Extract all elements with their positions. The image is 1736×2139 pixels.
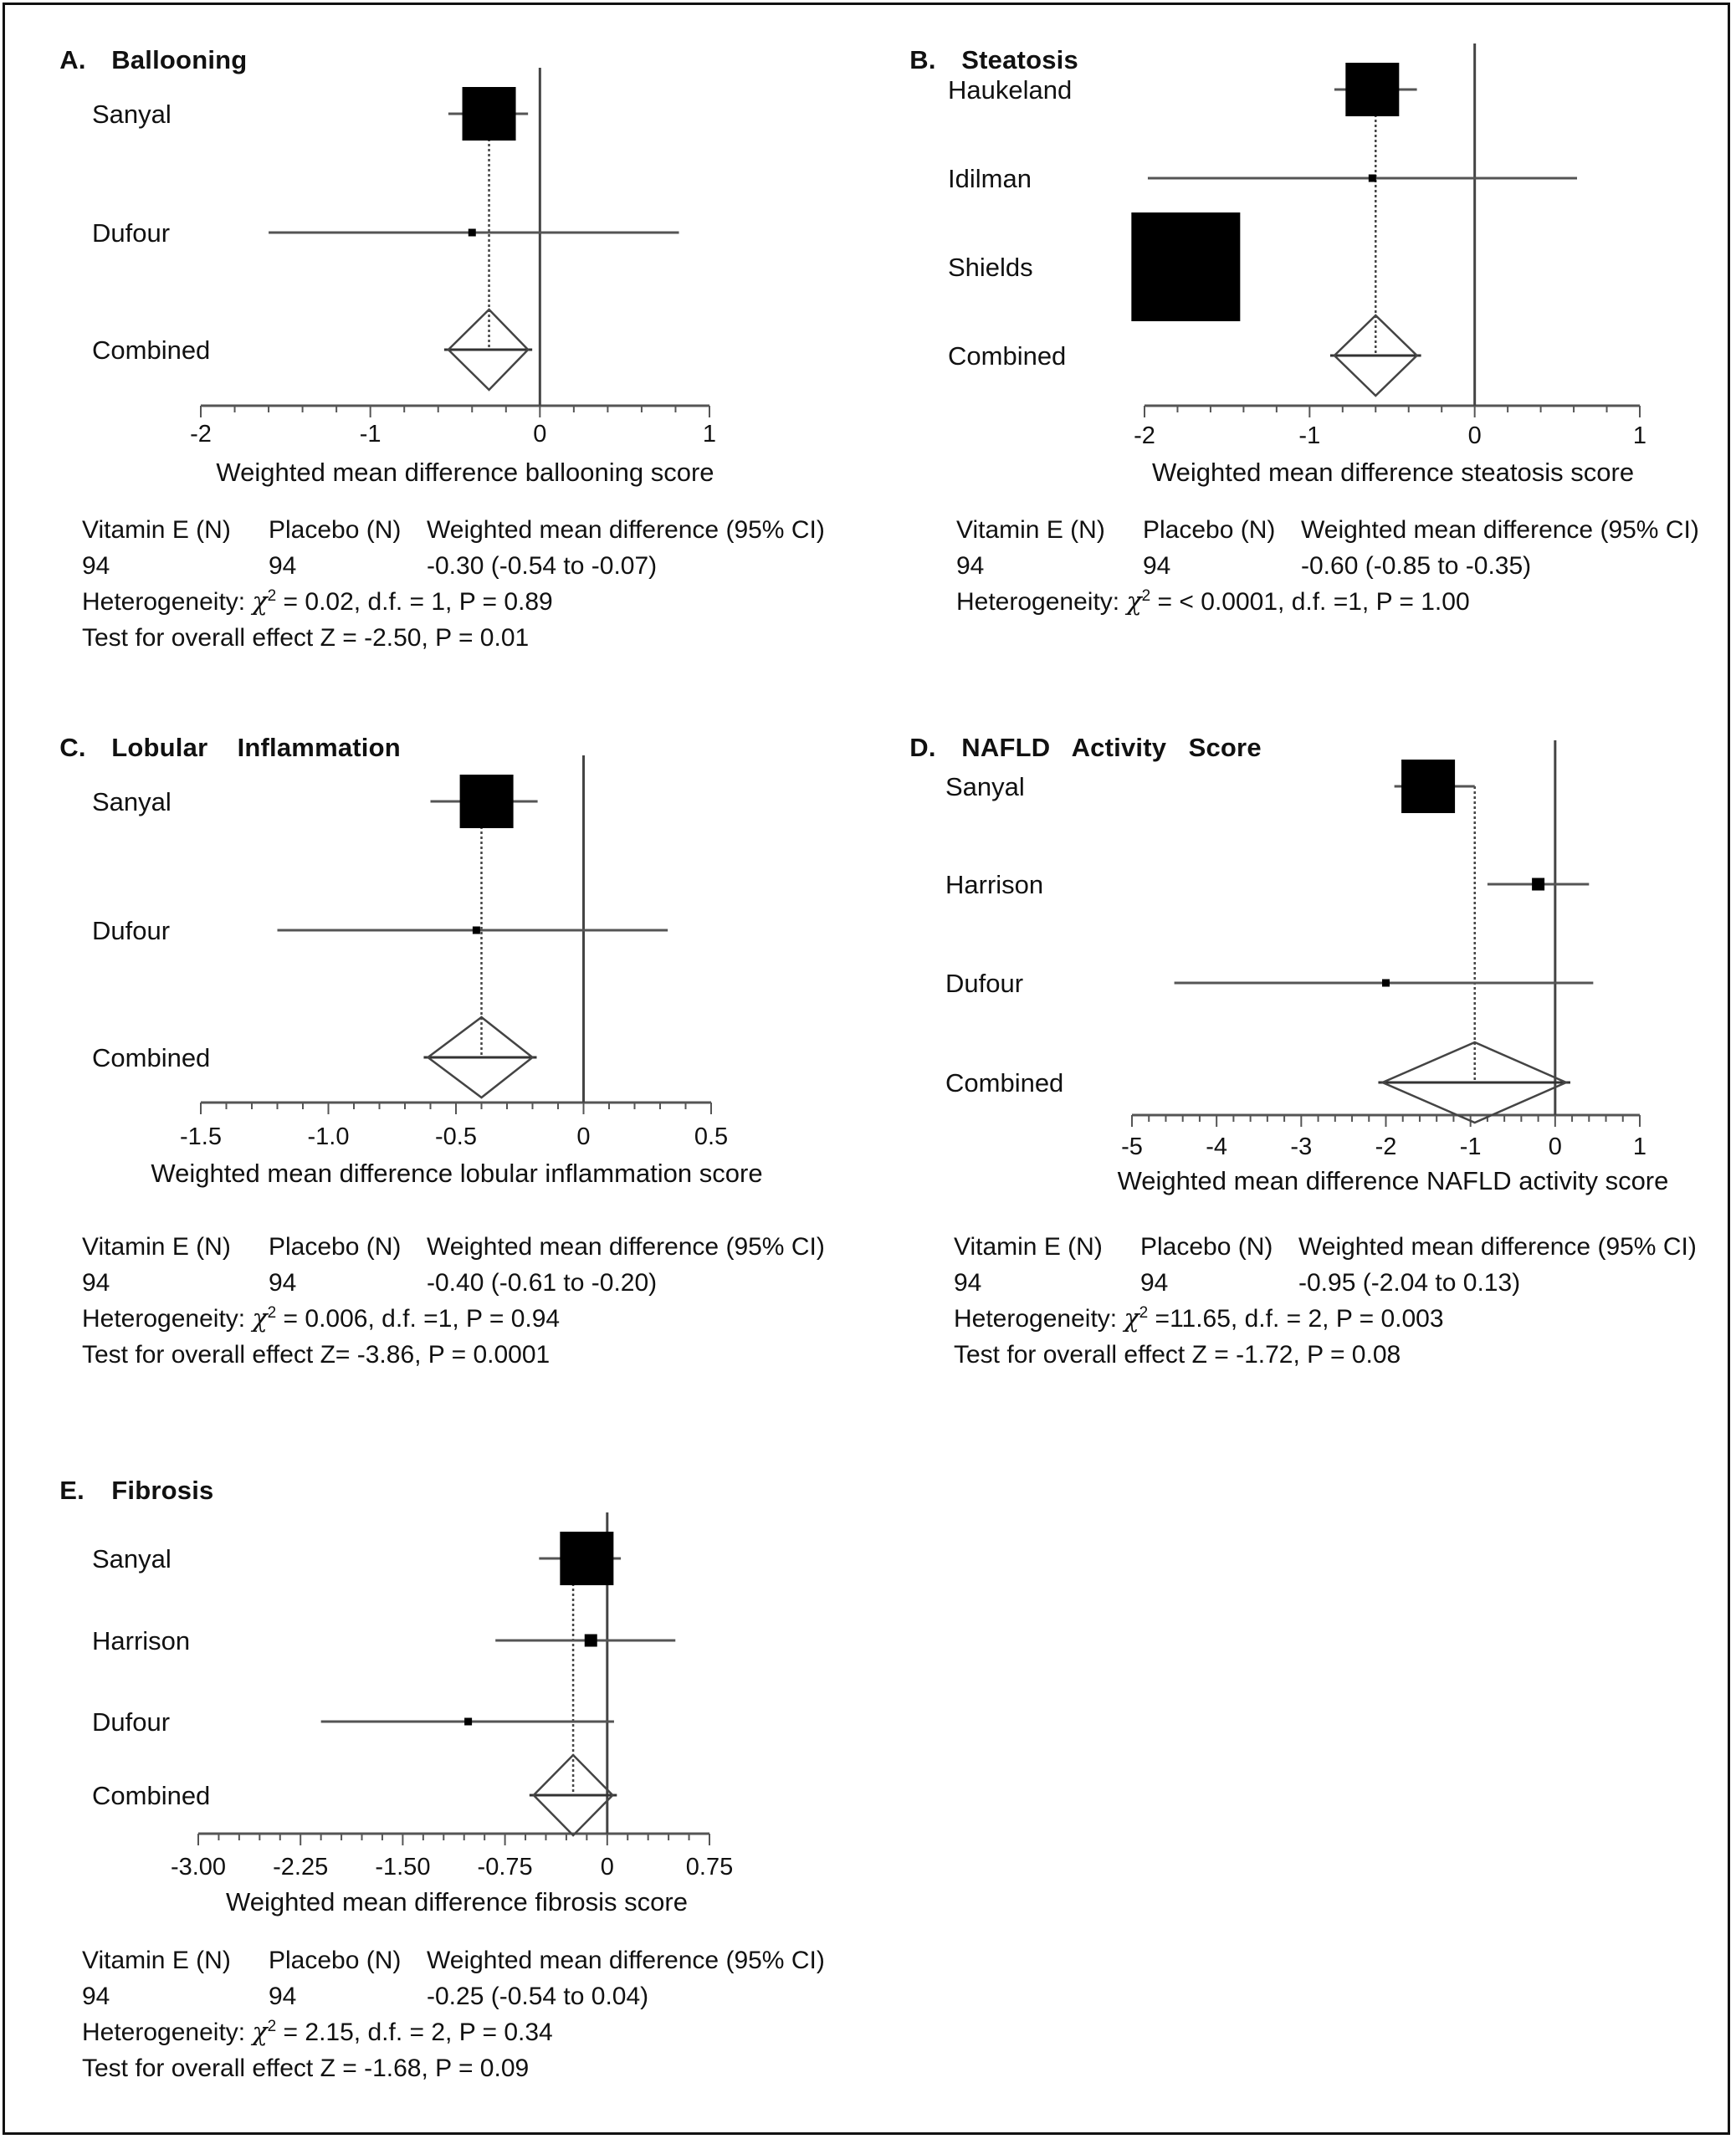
study-estimate-square [1369, 175, 1376, 182]
panel-fibrosis [0, 1430, 862, 2125]
panel-letter: D. [909, 733, 936, 762]
overall-effect: Test for overall effect Z = -1.72, P = 0.08 [954, 1341, 1401, 1369]
panel-title-text: NAFLD Activity Score [961, 733, 1262, 762]
study-estimate-square [1401, 760, 1455, 813]
panel-nafld-activity-score [870, 688, 1732, 1390]
vitamin-e-header: Vitamin E (N) [82, 516, 231, 544]
vitamin-e-header: Vitamin E (N) [82, 1947, 231, 1974]
x-axis-label: Weighted mean difference ballooning score [216, 458, 714, 487]
vitamin-e-n: 94 [956, 552, 985, 580]
panel-title-text: Steatosis [961, 45, 1078, 74]
placebo-header: Placebo (N) [1143, 516, 1276, 544]
tick-label: -1.5 [180, 1123, 222, 1150]
tick-label: 1 [1632, 422, 1647, 449]
study-label: Dufour [92, 1707, 171, 1737]
forest-plot [870, 0, 1732, 510]
tick-label: -1 [1459, 1133, 1482, 1160]
study-estimate-square [464, 1718, 472, 1726]
tick-label: -3.00 [170, 1854, 227, 1881]
tick-label: 0 [1548, 1133, 1562, 1160]
study-estimate-square [473, 927, 480, 934]
overall-effect: Test for overall effect Z= -3.86, P = 0.0001 [82, 1341, 551, 1369]
tick-label: 0 [600, 1854, 614, 1881]
forest-plot [0, 688, 862, 1206]
stats-block [82, 1229, 825, 1373]
x-axis-label: Weighted mean difference lobular inflammation score [151, 1159, 763, 1188]
study-label: Idilman [948, 164, 1032, 193]
study-label: Dufour [945, 969, 1024, 998]
wmd-header: Weighted mean difference (95% CI) [427, 1233, 825, 1261]
tick-label: 0 [1467, 422, 1482, 449]
vitamin-e-n: 94 [82, 1269, 110, 1297]
panel-lobular-inflammation [0, 688, 862, 1390]
vitamin-e-n: 94 [82, 552, 110, 580]
placebo-header: Placebo (N) [269, 1233, 402, 1261]
placebo-header: Placebo (N) [269, 1947, 402, 1974]
study-label: Haukeland [948, 75, 1073, 105]
tick-label: 0.75 [685, 1854, 734, 1881]
panel-letter: A. [59, 45, 86, 74]
panel-letter: E. [59, 1476, 84, 1505]
wmd-value: -0.95 (-2.04 to 0.13) [1298, 1269, 1521, 1297]
panel-steatosis [870, 0, 1732, 686]
study-label: Sanyal [92, 100, 172, 129]
forest-plot [0, 0, 862, 510]
x-axis-label: Weighted mean difference steatosis score [1151, 458, 1635, 487]
tick-label: 0 [533, 421, 547, 448]
vitamin-e-header: Vitamin E (N) [956, 516, 1105, 544]
heterogeneity: Heterogeneity: $\chi^2 =11.65$, d.f. = 2, P = 0.003 [954, 1304, 1444, 1333]
tick-label: -2.25 [273, 1854, 329, 1881]
wmd-value: -0.60 (-0.85 to -0.35) [1301, 552, 1532, 580]
study-label: Combined [945, 1068, 1064, 1098]
heterogeneity: Heterogeneity: $\chi^2$ = < 0.0001, d.f. =1, P = 1.00 [956, 587, 1470, 617]
study-estimate-square [1131, 212, 1240, 321]
panel-ballooning [0, 0, 862, 686]
study-label: Combined [948, 341, 1067, 371]
study-label: Sanyal [92, 787, 172, 816]
panel-letter: C. [59, 733, 86, 762]
overall-effect: Test for overall effect Z = -2.50, P = 0.01 [82, 624, 530, 652]
tick-label: 1 [702, 421, 717, 448]
stats-block [956, 512, 1699, 620]
tick-label: -1 [1298, 422, 1321, 449]
study-estimate-square [469, 229, 476, 237]
placebo-header: Placebo (N) [1140, 1233, 1273, 1261]
placebo-n: 94 [1140, 1269, 1169, 1297]
study-estimate-square [585, 1635, 597, 1647]
tick-label: -1.0 [307, 1123, 350, 1150]
tick-label: -3 [1290, 1133, 1313, 1160]
placebo-n: 94 [269, 552, 297, 580]
heterogeneity: Heterogeneity: $\chi^2 = 0.02$, d.f. = 1, P = 0.89 [82, 587, 553, 617]
wmd-value: -0.30 (-0.54 to -0.07) [427, 552, 658, 580]
stats-block [954, 1229, 1697, 1373]
study-label: Dufour [92, 916, 171, 945]
tick-label: -0.5 [435, 1123, 477, 1150]
heterogeneity: Heterogeneity: $\chi^2 = 0.006$, d.f. =1, P = 0.94 [82, 1304, 561, 1333]
study-estimate-square [463, 87, 516, 141]
vitamin-e-header: Vitamin E (N) [954, 1233, 1103, 1261]
tick-label: -2 [1134, 422, 1155, 449]
panel-title-text: Ballooning [111, 45, 248, 74]
placebo-n: 94 [1143, 552, 1171, 580]
study-label: Sanyal [945, 772, 1025, 801]
wmd-header: Weighted mean difference (95% CI) [1298, 1233, 1697, 1261]
study-label: Dufour [92, 218, 171, 248]
panel-title-text: Fibrosis [111, 1476, 214, 1505]
wmd-value: -0.40 (-0.61 to -0.20) [427, 1269, 658, 1297]
study-label: Harrison [92, 1626, 191, 1655]
study-estimate-square [1382, 980, 1390, 987]
x-axis-label: Weighted mean difference fibrosis score [226, 1887, 688, 1916]
vitamin-e-header: Vitamin E (N) [82, 1233, 231, 1261]
wmd-header: Weighted mean difference (95% CI) [427, 516, 825, 544]
placebo-header: Placebo (N) [269, 516, 402, 544]
tick-label: -5 [1121, 1133, 1143, 1160]
study-label: Combined [92, 335, 211, 365]
wmd-value: -0.25 (-0.54 to 0.04) [427, 1983, 649, 2010]
tick-label: -1 [359, 421, 382, 448]
study-estimate-square [460, 775, 514, 828]
tick-label: -1.50 [375, 1854, 431, 1881]
wmd-header: Weighted mean difference (95% CI) [1301, 516, 1699, 544]
study-label: Combined [92, 1781, 211, 1810]
stats-block [82, 512, 825, 656]
tick-label: -0.75 [477, 1854, 533, 1881]
study-label: Harrison [945, 870, 1044, 899]
vitamin-e-n: 94 [954, 1269, 982, 1297]
overall-effect: Test for overall effect Z = -1.68, P = 0.09 [82, 2055, 530, 2082]
panel-letter: B. [909, 45, 936, 74]
wmd-header: Weighted mean difference (95% CI) [427, 1947, 825, 1974]
panel-title-text: Lobular Inflammation [111, 733, 401, 762]
forest-plot [870, 688, 1732, 1215]
study-estimate-square [1345, 63, 1399, 116]
heterogeneity: Heterogeneity: $\chi^2 = 2.15$, d.f. = 2, P = 0.34 [82, 2018, 553, 2047]
tick-label: 0 [576, 1123, 591, 1150]
study-label: Sanyal [92, 1544, 172, 1574]
tick-label: -2 [190, 421, 212, 448]
study-estimate-square [1532, 878, 1544, 891]
forest-plot [0, 1430, 862, 1941]
tick-label: -2 [1375, 1133, 1397, 1160]
tick-label: -4 [1206, 1133, 1228, 1160]
tick-label: 0.5 [694, 1123, 729, 1150]
vitamin-e-n: 94 [82, 1983, 110, 2010]
tick-label: 1 [1632, 1133, 1647, 1160]
placebo-n: 94 [269, 1269, 297, 1297]
stats-block [82, 1942, 825, 2086]
study-label: Combined [92, 1043, 211, 1072]
x-axis-label: Weighted mean difference NAFLD activity score [1117, 1166, 1669, 1195]
placebo-n: 94 [269, 1983, 297, 2010]
study-estimate-square [560, 1532, 613, 1585]
study-label: Shields [948, 253, 1033, 282]
